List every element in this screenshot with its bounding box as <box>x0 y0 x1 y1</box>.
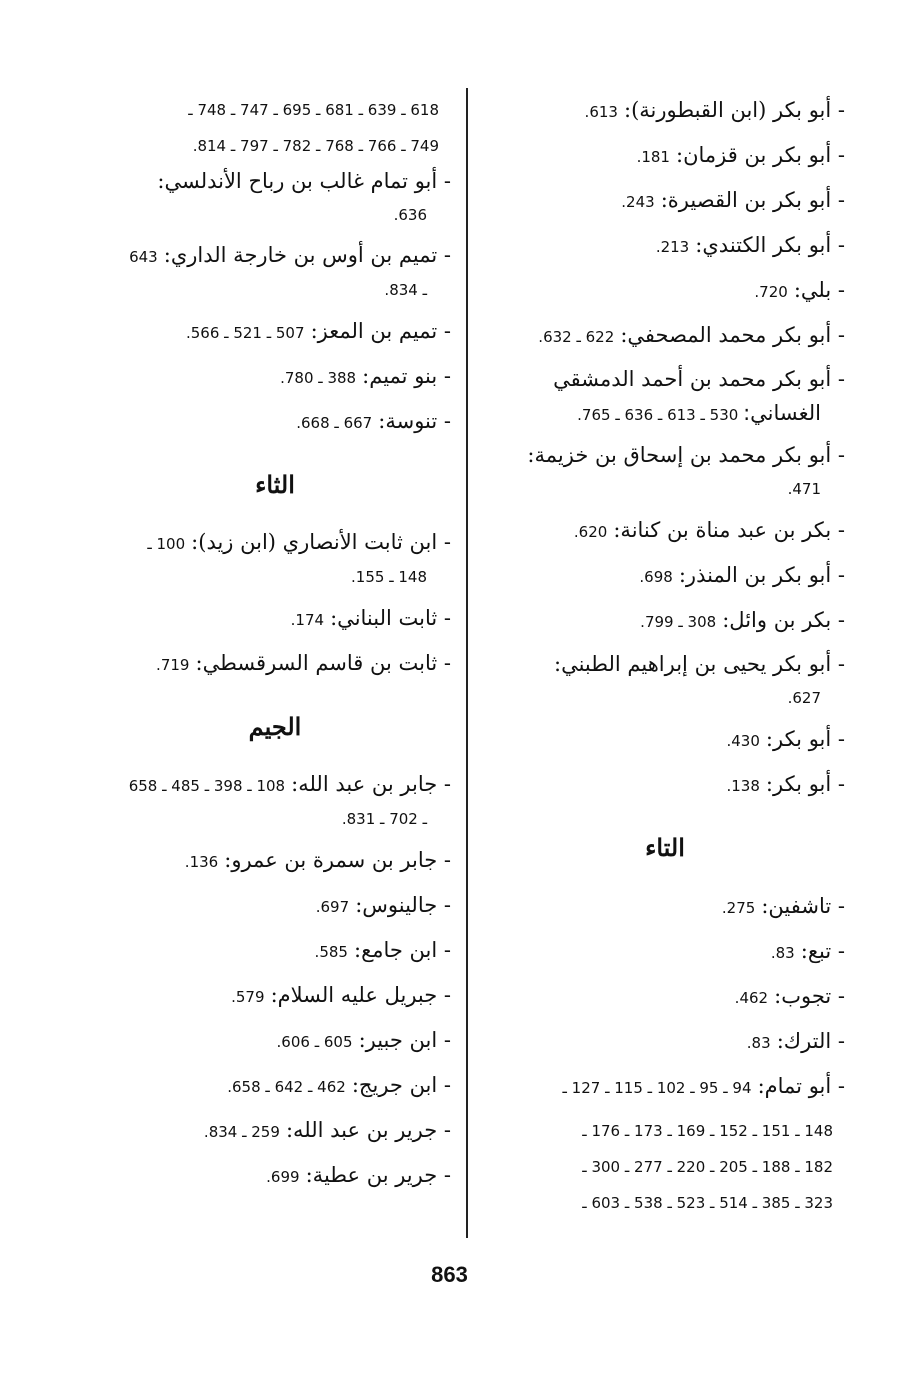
entry-page-refs: 699. <box>266 1168 300 1186</box>
page-refs-line: 749 ـ 766 ـ 768 ـ 782 ـ 797 ـ 814. <box>192 137 439 155</box>
entry-continuation <box>485 682 845 714</box>
index-entry <box>485 933 845 971</box>
entry-name: - أبو بكر بن القصيرة: <box>660 188 845 212</box>
entry-page-refs: 243. <box>621 193 655 211</box>
entry-name: - أبو بكر بن قزمان: <box>676 143 845 167</box>
page-refs-line: 618 ـ 639 ـ 681 ـ 695 ـ 747 ـ 748 ـ <box>188 101 439 119</box>
column-divider <box>466 88 468 1238</box>
entry-page-refs: 94 ـ 95 ـ 102 ـ 115 ـ 127 ـ <box>562 1079 752 1097</box>
entry-name: - جبريل عليه السلام: <box>270 983 451 1007</box>
entry-name: - أبو بكر بن المنذر: <box>678 563 845 587</box>
entry-continuation <box>485 473 845 505</box>
index-entry <box>99 600 451 638</box>
index-entry <box>485 647 845 714</box>
entry-page-refs: 605 ـ 606. <box>276 1033 353 1051</box>
entry-continuation-refs: ـ 702 ـ 831. <box>341 810 427 828</box>
entry-page-refs: 388 ـ 780. <box>280 369 357 387</box>
index-entry <box>99 1067 451 1105</box>
entry-name: - أبو بكر يحيى بن إبراهيم الطبني: <box>554 652 845 676</box>
entry-name: - أبو بكر محمد بن أحمد الدمشقي <box>553 367 845 391</box>
entry-name: - جرير بن عبد الله: <box>285 1118 451 1142</box>
entry-name: - تميم بن أوس بن خارجة الداري: <box>163 243 451 267</box>
entry-page-refs: 100 ـ <box>147 535 186 553</box>
entry-name: - تميم بن المعز: <box>310 319 451 343</box>
index-entry <box>485 1023 845 1061</box>
entry-name: - تجوب: <box>774 984 845 1008</box>
entry-name: - بنو تميم: <box>362 364 451 388</box>
index-entry <box>485 978 845 1016</box>
entry-page-refs: 643 <box>129 248 158 266</box>
entry-continuation <box>99 561 451 593</box>
entry-page-refs: 181. <box>636 148 670 166</box>
entry-name: - بلي: <box>793 278 845 302</box>
index-entry <box>485 1068 845 1106</box>
entry-page-refs: 507 ـ 521 ـ 566. <box>185 324 305 342</box>
index-entry <box>485 557 845 595</box>
section-heading-thaa: الثاء <box>255 470 295 499</box>
index-entry <box>99 977 451 1015</box>
index-entry <box>99 767 451 835</box>
entry-page-refs: 620. <box>573 523 608 541</box>
index-entry <box>485 721 845 759</box>
entry-page-refs: 259 ـ 834. <box>203 1123 280 1141</box>
entry-page-refs: 275. <box>721 899 756 917</box>
entry-continuation-refs: 471. <box>787 480 821 498</box>
index-entry <box>99 358 451 396</box>
entry-name: - جابر بن سمرة بن عمرو: <box>224 848 451 872</box>
index-entry <box>99 1112 451 1150</box>
index-entry <box>485 227 845 265</box>
index-entry <box>485 766 845 804</box>
entry-name: - أبو تمام: <box>757 1074 845 1098</box>
index-entry <box>485 512 845 550</box>
index-entry <box>99 1022 451 1060</box>
section-heading-taa: التاء <box>645 833 685 862</box>
entry-name: - جالينوس: <box>355 893 451 917</box>
entry-page-refs: 585. <box>314 943 348 961</box>
entry-name: - ابن ثابت الأنصاري (ابن زيد): <box>191 530 451 554</box>
index-entry <box>99 525 451 593</box>
index-entry <box>485 272 845 310</box>
entry-page-refs: 579. <box>231 988 265 1006</box>
entry-name: - بكر بن عبد مناة بن كنانة: <box>613 518 845 542</box>
index-entry <box>99 403 451 441</box>
index-entry <box>485 317 845 355</box>
entry-continuation-refs: 636. <box>393 206 427 224</box>
entry-name: - ابن جامع: <box>354 938 451 962</box>
index-entry <box>485 602 845 640</box>
entry-name: - أبو بكر: <box>765 727 845 751</box>
entry-page-refs: 174. <box>290 611 325 629</box>
right-column <box>485 92 845 1221</box>
entry-page-refs: 138. <box>726 777 760 795</box>
index-entry <box>485 182 845 220</box>
entry-name: - أبو بكر الكتندي: <box>695 233 845 257</box>
index-entry <box>485 92 845 130</box>
entry-name: - جرير بن عطية: <box>305 1163 451 1187</box>
index-entry <box>485 137 845 175</box>
index-entry <box>99 164 451 231</box>
entry-name: - الترك: <box>776 1029 845 1053</box>
entry-page-refs: 622 ـ 632. <box>538 328 615 346</box>
entry-continuation <box>485 397 845 431</box>
entry-name: - ثابت بن قاسم السرقسطي: <box>195 651 451 675</box>
left-column <box>99 92 451 1202</box>
entry-page-refs: 698. <box>639 568 673 586</box>
index-entry <box>99 887 451 925</box>
entry-continuation <box>99 803 451 835</box>
index-entry <box>99 932 451 970</box>
index-entry <box>99 238 451 306</box>
index-entry <box>485 438 845 505</box>
section-heading-jeem: الجيم <box>248 712 302 741</box>
entry-name: - تنوسة: <box>378 409 451 433</box>
index-entry <box>99 645 451 683</box>
entry-name: - بكر بن وائل: <box>722 608 845 632</box>
entry-name: - أبو بكر محمد بن إسحاق بن خزيمة: <box>527 443 845 467</box>
entry-continuation <box>99 199 451 231</box>
entry-page-refs: 462 ـ 642 ـ 658. <box>227 1078 346 1096</box>
entry-continuation-refs: 627. <box>787 689 821 707</box>
entry-page-refs: 613. <box>584 103 618 121</box>
entry-name: - جابر بن عبد الله: <box>291 772 451 796</box>
entry-name: - ابن جبير: <box>358 1028 451 1052</box>
entry-page-refs: 667 ـ 668. <box>296 414 373 432</box>
entry-page-refs: 136. <box>184 853 219 871</box>
entry-page-refs: 308 ـ 799. <box>640 613 717 631</box>
index-entry <box>99 313 451 351</box>
entry-name: - ابن جريج: <box>351 1073 451 1097</box>
entry-continuation-text: الغساني: <box>743 401 821 425</box>
entry-continuation <box>99 274 451 306</box>
entry-name: - أبو بكر: <box>765 772 845 796</box>
index-entry <box>485 888 845 926</box>
entry-page-refs: 108 ـ 398 ـ 485 ـ 658 <box>128 777 286 795</box>
entry-page-refs: 720. <box>754 283 788 301</box>
index-entry <box>99 1157 451 1195</box>
entry-continuation-refs: 148 ـ 155. <box>351 568 427 586</box>
page-refs-line: 148 ـ 151 ـ 152 ـ 169 ـ 173 ـ 176 ـ <box>582 1122 833 1140</box>
entry-page-refs: 213. <box>655 238 690 256</box>
entry-name: - أبو بكر (ابن القبطورنة): <box>624 98 845 122</box>
entry-page-refs: 719. <box>156 656 190 674</box>
page-number: 863 <box>431 1262 468 1287</box>
entry-name: - تاشفين: <box>761 894 845 918</box>
entry-name: - ثابت البناني: <box>330 606 451 630</box>
entry-page-refs: 83. <box>770 944 795 962</box>
entry-page-refs: 697. <box>315 898 350 916</box>
index-entry <box>485 362 845 431</box>
entry-page-refs: 83. <box>746 1034 771 1052</box>
entry-name: - أبو بكر محمد المصحفي: <box>620 323 845 347</box>
entry-continuation-refs: ـ 834. <box>384 281 427 299</box>
entry-continuation-refs: 530 ـ 613 ـ 636 ـ 765. <box>577 406 739 424</box>
entry-page-refs: 462. <box>734 989 769 1007</box>
entry-name: - أبو تمام غالب بن رباح الأندلسي: <box>157 169 451 193</box>
entry-page-refs: 430. <box>726 732 760 750</box>
entry-name: - تبع: <box>800 939 845 963</box>
page-refs-line: 323 ـ 385 ـ 514 ـ 523 ـ 538 ـ 603 ـ <box>582 1194 833 1212</box>
index-entry <box>99 842 451 880</box>
page-refs-line: 182 ـ 188 ـ 205 ـ 220 ـ 277 ـ 300 ـ <box>582 1158 833 1176</box>
